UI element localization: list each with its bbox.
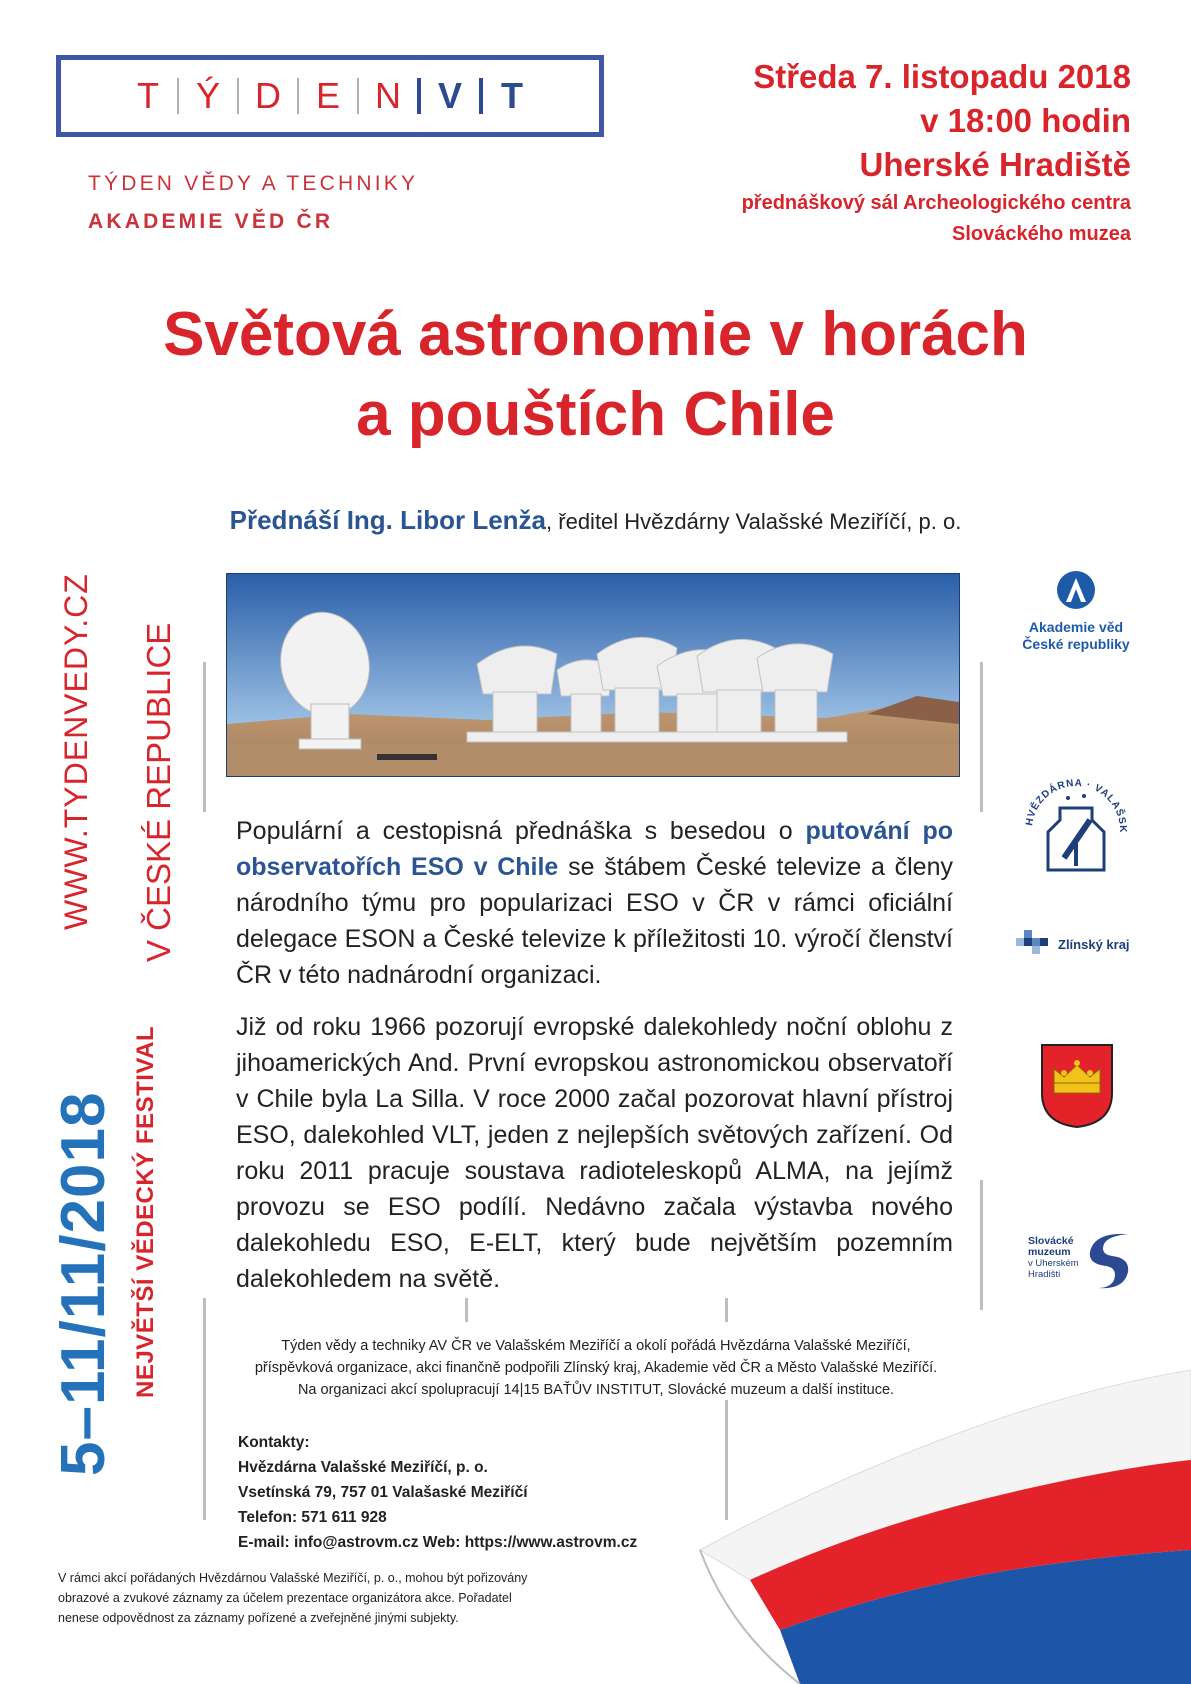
contacts-address: Vsetínská 79, 757 01 Valašaské Meziříčí [238,1484,528,1501]
contacts-org: Hvězdárna Valašské Meziříčí, p. o. [238,1459,488,1476]
recording-disclaimer [58,1568,578,1628]
akademie-line2: České republiky [1022,636,1130,652]
logo-letter: Ý [195,75,220,116]
speaker-line [0,505,1191,536]
contacts-heading: Kontakty: [238,1434,310,1451]
svg-text:HVĚZDÁRNA · VALAŠSKÉ · MEZIŘÍČ [1018,766,1128,834]
zlinsky-kraj-logo [1016,926,1136,958]
logo-letter: V [437,75,462,116]
disclaimer-line1: V rámci akcí pořádaných Hvězdárnou Valašské Meziříčí, p. o., mohou být pořizovány [58,1571,528,1585]
event-date: Středa 7. listopadu 2018 [753,58,1131,95]
hvezdarna-ring-text: HVĚZDÁRNA · VALAŠSK [1024,777,1129,834]
muzeum-line2: muzeum [1028,1246,1071,1258]
alma-photo-illustration [227,574,959,776]
festival-tagline: NEJVĚTŠÍ VĚDECKÝ FESTIVAL [132,1025,159,1398]
contacts-phone: Telefon: 571 611 928 [238,1509,387,1526]
tyden-vt-logo [56,55,604,137]
logo-org: AKADEMIE VĚD ČR [88,210,334,233]
event-venue-line1: přednáškový sál Archeologického centra [741,192,1131,214]
disclaimer-line2: obrazové a zvukové záznamy za účelem prezentace organizátora akce. Pořadatel [58,1591,512,1605]
p1-text-b: se štábem České televize a členy národního týmu pro popularizaci ESO v ČR v rámci oficiální delegace ESON a České televize k příležitosti 10. výročí členství ČR v této nadnárodní organizaci. [236,853,953,989]
alma-antennas-photo [226,573,960,777]
organizer-line3: Na organizaci akcí spolupracují 14|15 BAŤŮV INSTITUT, Slovácké muzeum a další instituce. [297,1382,895,1398]
p1-text-a: Populární a cestopisná přednáška s besedou o [236,817,806,845]
disclaimer-line3: nenese odpovědnost za záznamy pořízené a zveřejněné jinými subjekty. [58,1611,459,1625]
event-city: Uherské Hradiště [859,146,1131,183]
akademie-a-icon [1056,570,1096,610]
logo-subtitle: TÝDEN VĚDY A TECHNIKY [88,172,419,195]
description-paragraph-2: Již od roku 1966 pozorují evropské dalekohledy noční oblohu z jihoamerických And. První evropskou astronomickou observatoří v Chile byla La Silla. V roce 2000 začal pozorovat hlavní přístroj ESO, dalekohled VLT, jeden z nejlepších světových zařízení. Od roku 2011 pracuje soustava radioteleskopů ALMA, na jejímž provozu se ESO podílí. Nedávno začala výstavba nového dalekohledu ESO, E-ELT, který bude největším pozemním dalekohledem na světě. [236,1013,953,1293]
logo-letter: T [137,75,159,116]
tricolour-ribbon [690,1330,1191,1684]
lecture-title [0,295,1191,455]
city-crest [1040,1043,1114,1129]
festival-dates: 5–11/11/2018 [49,1091,118,1476]
speaker-role: , ředitel Hvězdárny Valašské Meziříčí, p. o. [546,509,962,534]
muzeum-line3: v Uherském [1028,1258,1079,1269]
hvezdarna-seal [1018,766,1134,884]
speaker-name: Přednáší Ing. Libor Lenža [229,505,547,535]
title-line2: a pouštích Chile [356,380,835,449]
title-line1: Světová astronomie v horách [163,300,1028,369]
organizer-line1: Týden vědy a techniky AV ČR ve Valašském Meziříčí a okolí pořádá Hvězdárna Valašské Meziříčí, [281,1338,911,1354]
logo-letter: T [501,75,523,116]
zlin-label: Zlínský kraj [1058,937,1130,952]
p1-highlight: putování po observatořích ESO v Chile [236,817,954,881]
crest-shield-icon [1040,1043,1114,1129]
divider-line [203,662,206,812]
muzeum-line1: Slovácké [1028,1235,1074,1247]
hvezdarna-logo [1018,766,1134,884]
muzeum-swirl-icon [1084,1230,1136,1290]
organizer-line2: příspěvková organizace, akci finančně podpořili Zlínský kraj, Akademie věd ČR a Město Valašské Meziříčí. [254,1360,938,1376]
divider-line [980,662,983,812]
divider-line [203,1298,206,1520]
akademie-line1: Akademie věd [1028,619,1124,635]
zlin-squares-icon [1016,926,1056,958]
slovacke-muzeum-logo [1028,1230,1138,1290]
akademie-ved-logo [1016,570,1136,653]
logo-letter: D [255,75,281,116]
festival-country: V ČESKÉ REPUBLICE [140,622,177,962]
logo-letter: N [375,75,401,116]
contacts [238,1430,637,1555]
description-paragraph-1 [236,813,953,993]
event-info [742,55,1131,249]
logo-letter: E [315,75,340,116]
divider-line [980,1180,983,1310]
lecture-description [236,813,953,1313]
event-time: v 18:00 hodin [920,102,1131,139]
festival-url: WWW.TYDENVEDY.CZ [58,573,94,930]
event-venue-line2: Slováckého muzea [952,223,1131,245]
muzeum-line4: Hradišti [1028,1269,1061,1280]
contacts-email-web: E-mail: info@astrovm.cz Web: https://www.astrovm.cz [238,1534,638,1551]
